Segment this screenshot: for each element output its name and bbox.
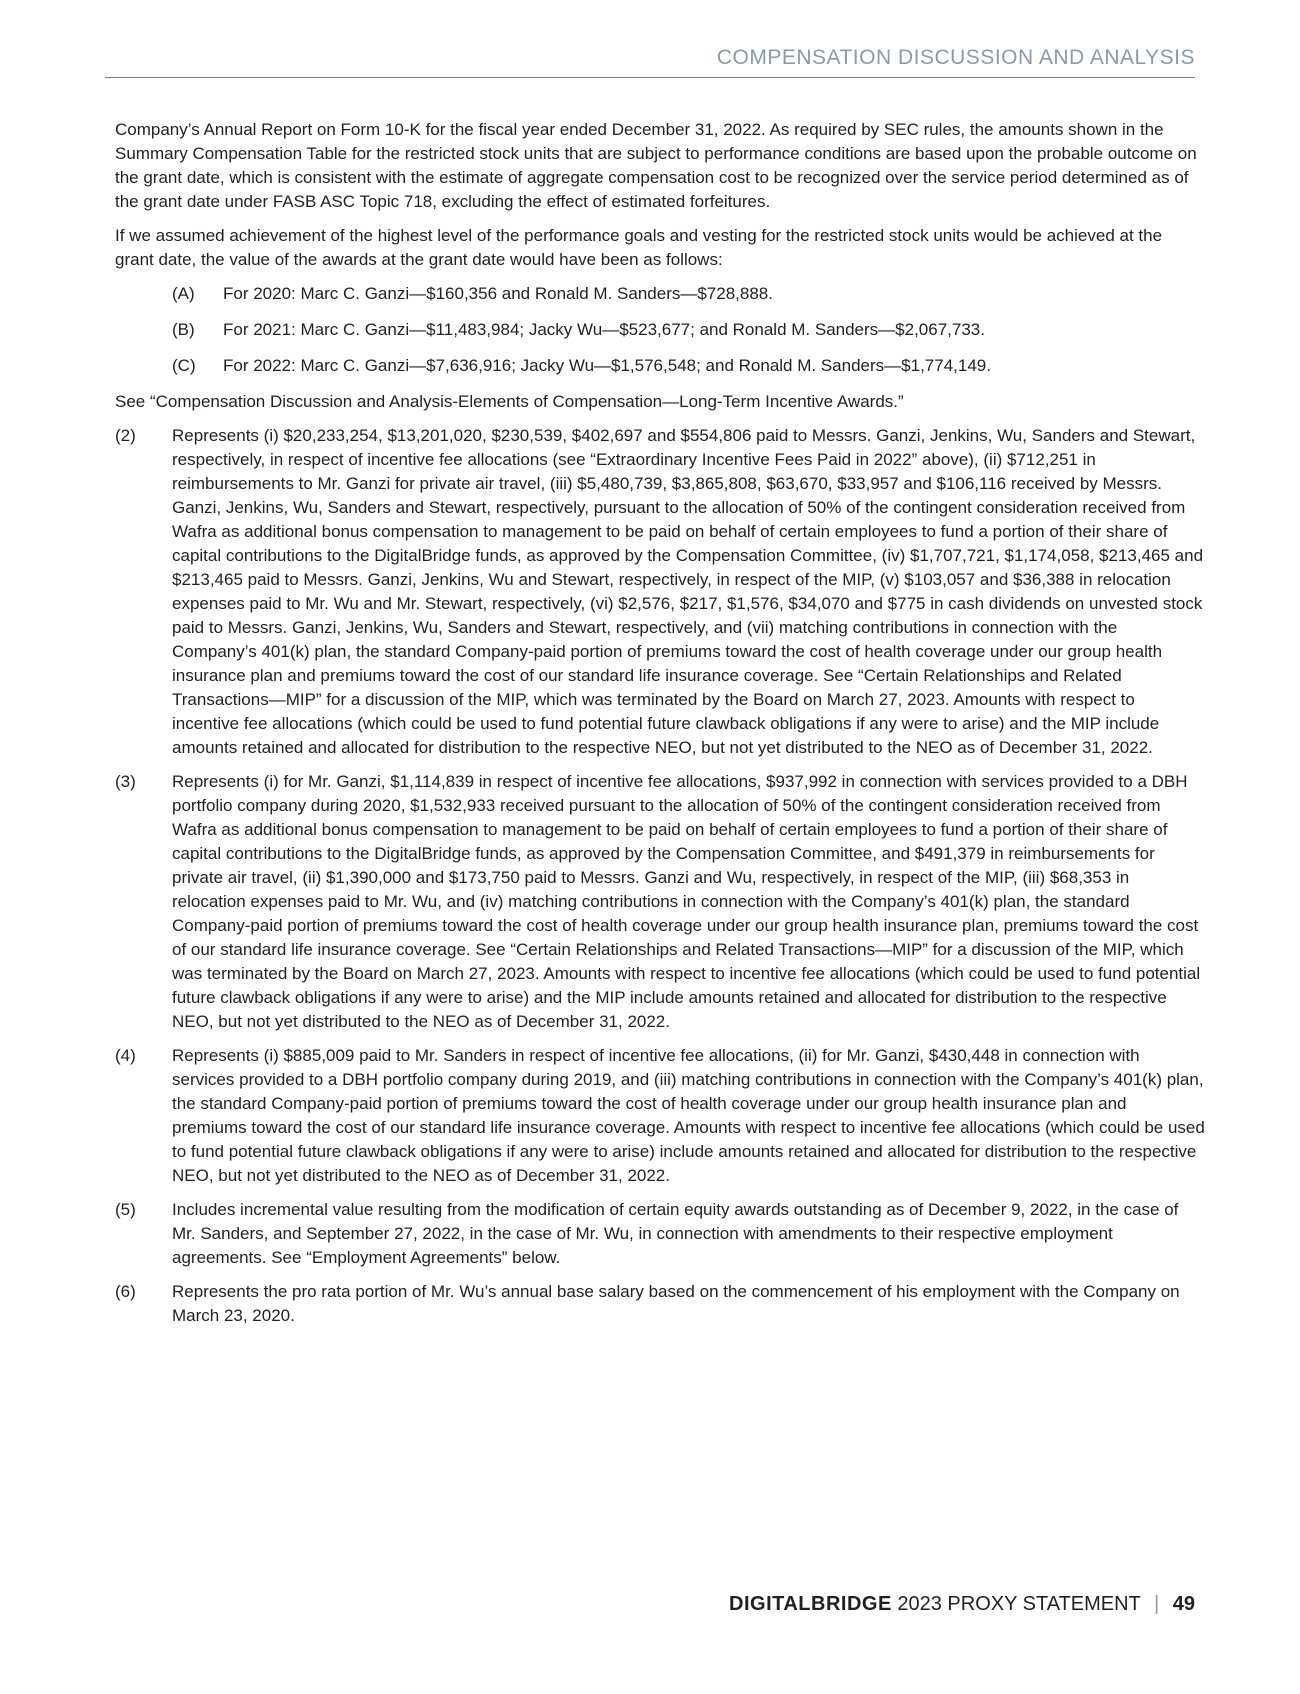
- footnote-text: Includes incremental value resulting from the modification of certain equity awards outstanding as of December 9, 2022, in the case of Mr. Sanders, and September 27, 2022, in the case of Mr. Wu, in connection with amendments to their respective employment agreements. See “Employment Agreements” below.: [172, 1200, 1179, 1267]
- see-reference: See “Compensation Discussion and Analysis-Elements of Compensation—Long-Term Incentive Awards.”: [115, 392, 904, 411]
- footer-doc-title: 2023 PROXY STATEMENT: [897, 1593, 1141, 1615]
- footnotes-content: [115, 118, 1205, 1338]
- footnote-text: Represents (i) for Mr. Ganzi, $1,114,839 in respect of incentive fee allocations, $937,992 in connection with services provided to a DBH portfolio company during 2020, $1,532,933 received pursuant to the allocation of 50% of the contingent consideration received from Wafra as additional bonus compensation to management to be paid on behalf of certain employees to fund a portion of their share of capital contributions to the DigitalBridge funds, as approved by the Compensation Committee, and $491,379 in reimbursements for private air travel, (ii) $1,390,000 and $173,750 paid to Messrs. Ganzi and Wu, respectively, in respect of the MIP, (iii) $68,353 in relocation expenses paid to Mr. Wu, and (iv) matching contributions in connection with the Company’s 401(k) plan, the standard Company-paid portion of premiums toward the cost of health coverage under our group health insurance plan, premiums toward the cost of our standard life insurance coverage. See “Certain Relationships and Related Transactions—MIP” for a discussion of the MIP, which was terminated by the Board on March 27, 2023. Amounts with respect to incentive fee allocations (which could be used to fund potential future clawback obligations if any were to arise) and the MIP include amounts retained and allocated for distribution to the respective NEO, but not yet distributed to the NEO as of December 31, 2022.: [172, 772, 1201, 1031]
- footnote-number: (6): [115, 1282, 136, 1301]
- page-footer: [729, 1593, 1195, 1616]
- list-item: [172, 318, 1205, 342]
- list-item-text: For 2022: Marc C. Ganzi—$7,636,916; Jacky Wu—$1,576,548; and Ronald M. Sanders—$1,774,149.: [223, 356, 991, 375]
- page-number: 49: [1172, 1593, 1195, 1615]
- footnote: [115, 1198, 1205, 1270]
- list-item-label: (C): [172, 356, 196, 375]
- list-item: [172, 282, 1205, 306]
- list-item-label: (A): [172, 284, 195, 303]
- footer-brand: DIGITALBRIDGE: [729, 1593, 892, 1615]
- footnote-number: (4): [115, 1046, 136, 1065]
- intro-paragraph: Company’s Annual Report on Form 10-K for the fiscal year ended December 31, 2022. As required by SEC rules, the amounts shown in the Summary Compensation Table for the restricted stock units that are subject to performance conditions are based upon the probable outcome on the grant date, which is consistent with the estimate of aggregate compensation cost to be recognized over the service period determined as of the grant date under FASB ASC Topic 718, excluding the effect of estimated forfeitures.: [115, 120, 1197, 211]
- footnote-text: Represents (i) $20,233,254, $13,201,020, $230,539, $402,697 and $554,806 paid to Messrs. Ganzi, Jenkins, Wu, Sanders and Stewart, respectively, in respect of incentive fee allocations (see “Extraordinary Incentive Fees Paid in 2022” above), (ii) $712,251 in reimbursements to Mr. Ganzi for private air travel, (iii) $5,480,739, $3,865,808, $63,670, $33,957 and $106,116 received by Messrs. Ganzi, Jenkins, Wu, Sanders and Stewart, respectively, pursuant to the allocation of 50% of the contingent consideration received from Wafra as additional bonus compensation to management to be paid on behalf of certain employees to fund a portion of their share of capital contributions to the DigitalBridge funds, as approved by the Compensation Committee, (iv) $1,707,721, $1,174,058, $213,465 and $213,465 paid to Messrs. Ganzi, Jenkins, Wu and Stewart, respectively, in respect of the MIP, (v) $103,057 and $36,388 in relocation expenses paid to Mr. Wu and Mr. Stewart, respectively, (vi) $2,576, $217, $1,576, $34,070 and $775 in cash dividends on unvested stock paid to Messrs. Ganzi, Jenkins, Wu, Sanders and Stewart, respectively, and (vii) matching contributions in connection with the Company’s 401(k) plan, the standard Company-paid portion of premiums toward the cost of health coverage under our group health insurance plan and premiums toward the cost of our standard life insurance coverage. See “Certain Relationships and Related Transactions—MIP” for a discussion of the MIP, which was terminated by the Board on March 27, 2023. Amounts with respect to incentive fee allocations (which could be used to fund potential future clawback obligations if any were to arise) and the MIP include amounts retained and allocated for distribution to the respective NEO, but not yet distributed to the NEO as of December 31, 2022.: [172, 426, 1204, 757]
- footnote-number: (5): [115, 1200, 136, 1219]
- footnote-text: Represents (i) $885,009 paid to Mr. Sanders in respect of incentive fee allocations, (ii) for Mr. Ganzi, $430,448 in connection with services provided to a DBH portfolio company during 2019, and (iii) matching contributions in connection with the Company’s 401(k) plan, the standard Company-paid portion of premiums toward the cost of health coverage under our group health insurance plan and premiums toward the cost of our standard life insurance coverage. Amounts with respect to incentive fee allocations (which could be used to fund potential future clawback obligations if any were to arise) include amounts retained and allocated for distribution to the respective NEO, but not yet distributed to the NEO as of December 31, 2022.: [172, 1046, 1205, 1185]
- footnote-number: (2): [115, 426, 136, 445]
- award-values-list: [172, 282, 1205, 378]
- footer-separator: |: [1153, 1593, 1160, 1615]
- section-header: COMPENSATION DISCUSSION AND ANALYSIS: [716, 46, 1195, 69]
- list-item-text: For 2020: Marc C. Ganzi—$160,356 and Ronald M. Sanders—$728,888.: [223, 284, 773, 303]
- footnote-text: Represents the pro rata portion of Mr. Wu’s annual base salary based on the commencement of his employment with the Company on March 23, 2020.: [172, 1282, 1180, 1325]
- list-item-label: (B): [172, 320, 195, 339]
- footnote: [115, 770, 1205, 1034]
- footnote: [115, 424, 1205, 760]
- intro-paragraph: If we assumed achievement of the highest level of the performance goals and vesting for the restricted stock units would be achieved at the grant date, the value of the awards at the grant date would have been as follows:: [115, 226, 1163, 269]
- list-item: [172, 354, 1205, 378]
- footnote-number: (3): [115, 772, 136, 791]
- footnote: [115, 1044, 1205, 1188]
- list-item-text: For 2021: Marc C. Ganzi—$11,483,984; Jacky Wu—$523,677; and Ronald M. Sanders—$2,067,733.: [223, 320, 985, 339]
- footnote: [115, 1280, 1205, 1328]
- header-divider: [105, 77, 1195, 78]
